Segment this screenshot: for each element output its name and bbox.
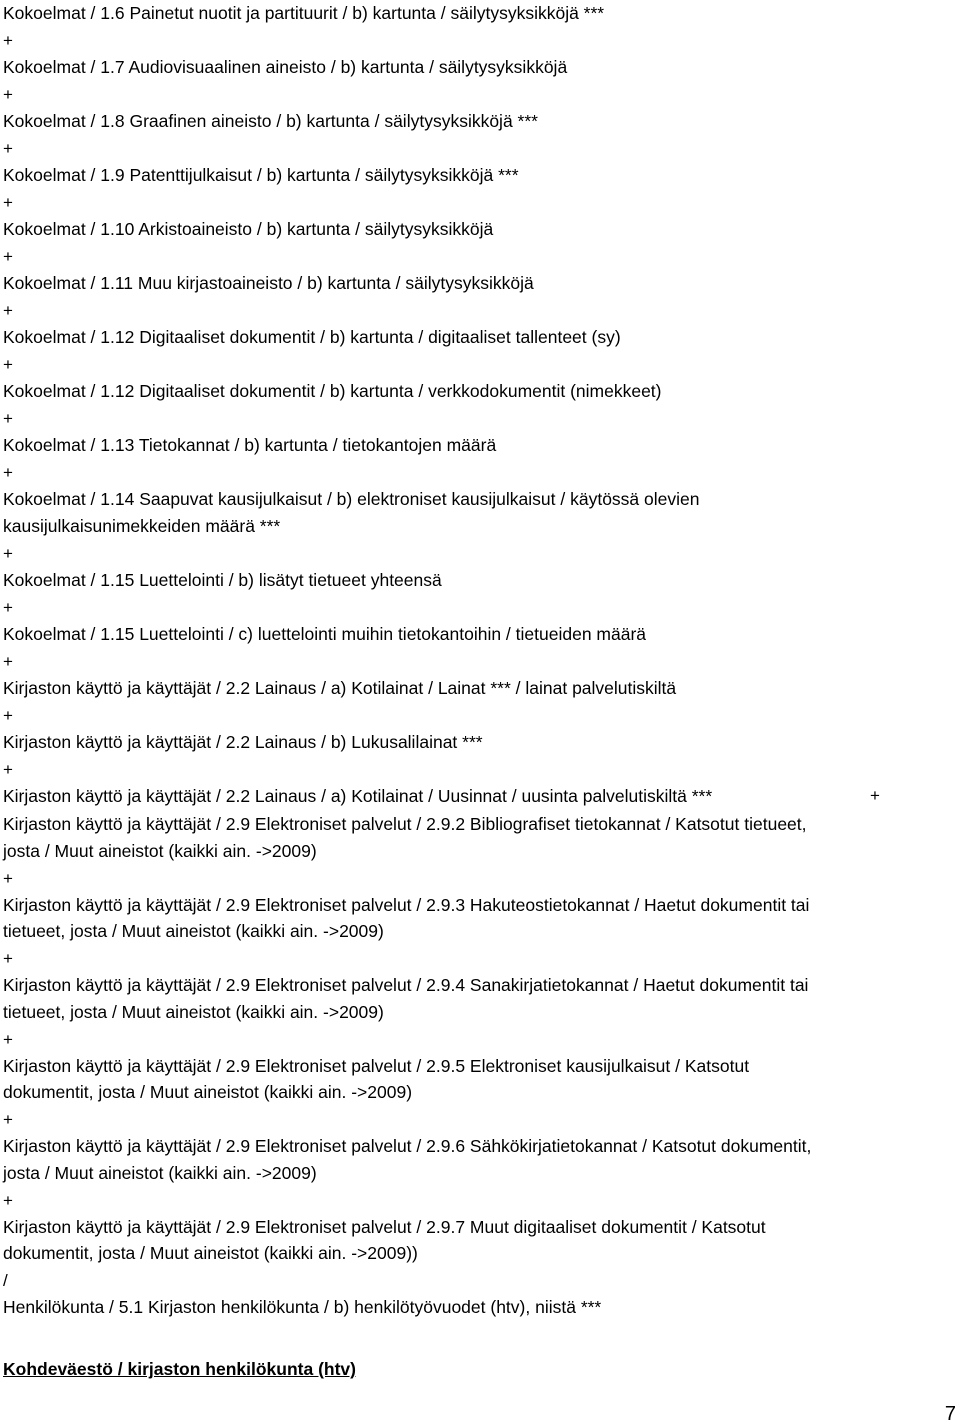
formula-line: Kirjaston käyttö ja käyttäjät / 2.9 Elektroniset palvelut / 2.9.3 Hakuteostietokannat / Haetut dokumentit tai [3, 894, 810, 915]
formula-line: Kokoelmat / 1.6 Painetut nuotit ja partituurit / b) kartunta / säilytysyksikköjä *** [3, 3, 605, 23]
operator-plus: + [3, 355, 13, 374]
formula-line: Kokoelmat / 1.15 Luettelointi / c) luettelointi muihin tietokantoihin / tietueiden määrä [3, 623, 647, 644]
operator-plus: + [3, 597, 13, 617]
operator-plus: + [3, 409, 13, 428]
formula-line: Kirjaston käyttö ja käyttäjät / 2.9 Elektroniset palvelut / 2.9.5 Elektroniset kausijulkaisut / Katsotut [3, 1055, 750, 1076]
formula-line: Kokoelmat / 1.14 Saapuvat kausijulkaisut / b) elektroniset kausijulkaisut / käytössä olevien [3, 489, 700, 509]
formula-line: Kirjaston käyttö ja käyttäjät / 2.9 Elektroniset palvelut / 2.9.6 Sähkökirjatietokannat / Katsotut dokumentit, [3, 1136, 812, 1156]
formula-line: Kokoelmat / 1.11 Muu kirjastoaineisto / b) kartunta / säilytysyksikköjä [3, 273, 534, 293]
formula-line: Kokoelmat / 1.13 Tietokannat / b) kartunta / tietokantojen määrä [3, 435, 497, 455]
operator-plus: + [3, 868, 13, 888]
formula-line: Kokoelmat / 1.7 Audiovisuaalinen aineisto / b) kartunta / säilytysyksikköjä [3, 57, 568, 77]
formula-line: tietueet, josta / Muut aineistot (kaikki ain. ->2009) [3, 921, 384, 941]
formula-line: kausijulkaisunimekkeiden määrä *** [3, 515, 281, 536]
operator-plus: + [3, 247, 13, 266]
operator-divide: / [3, 1271, 8, 1290]
operator-plus: + [3, 1029, 13, 1049]
page-number: 7 [944, 1403, 956, 1425]
formula-line: josta / Muut aineistot (kaikki ain. ->2009) [3, 840, 317, 861]
formula-line: Kokoelmat / 1.12 Digitaaliset dokumentit / b) kartunta / verkkodokumentit (nimekkeet) [3, 381, 662, 401]
formula-line: Kirjaston käyttö ja käyttäjät / 2.9 Elektroniset palvelut / 2.9.2 Bibliografiset tietokannat / Katsotut tietueet, [3, 814, 807, 834]
formula-line: Henkilökunta / 5.1 Kirjaston henkilökunta / b) henkilötyövuodet (htv), niistä *** [3, 1297, 602, 1317]
formula-line: Kokoelmat / 1.9 Patenttijulkaisut / b) kartunta / säilytysyksikköjä *** [3, 165, 519, 185]
formula-line: josta / Muut aineistot (kaikki ain. ->2009) [3, 1162, 317, 1183]
formula-line: Kirjaston käyttö ja käyttäjät / 2.2 Lainaus / b) Lukusalilainat *** [3, 731, 483, 752]
operator-plus: + [3, 949, 13, 968]
operator-plus: + [3, 463, 13, 482]
section-heading: Kohdeväestö / kirjaston henkilökunta (htv) [3, 1359, 356, 1379]
formula-line: dokumentit, josta / Muut aineistot (kaikki ain. ->2009)) [3, 1243, 418, 1263]
operator-plus: + [3, 301, 13, 320]
formula-line: Kirjaston käyttö ja käyttäjät / 2.2 Lainaus / a) Kotilainat / Lainat *** / lainat palvelutiskiltä [3, 677, 677, 698]
formula-line: Kokoelmat / 1.12 Digitaaliset dokumentit / b) kartunta / digitaaliset tallenteet (sy) [3, 327, 621, 347]
operator-plus: + [3, 759, 13, 779]
formula-line: Kirjaston käyttö ja käyttäjät / 2.9 Elektroniset palvelut / 2.9.4 Sanakirjatietokannat / Haetut dokumentit tai [3, 975, 809, 995]
formula-line: Kirjaston käyttö ja käyttäjät / 2.2 Lainaus / a) Kotilainat / Uusinnat / uusinta palvelutiskiltä *** [3, 785, 713, 806]
formula-line: tietueet, josta / Muut aineistot (kaikki ain. ->2009) [3, 1001, 384, 1022]
operator-plus: + [3, 139, 13, 158]
operator-plus: + [3, 85, 13, 104]
operator-plus: + [3, 193, 13, 212]
operator-plus: + [3, 1190, 13, 1210]
formula-line: Kokoelmat / 1.15 Luettelointi / b) lisätyt tietueet yhteensä [3, 569, 442, 590]
operator-plus: + [3, 543, 13, 563]
formula-line: Kirjaston käyttö ja käyttäjät / 2.9 Elektroniset palvelut / 2.9.7 Muut digitaaliset dokumentit / Katsotut [3, 1216, 766, 1237]
operator-plus: + [870, 785, 880, 805]
formula-line: dokumentit, josta / Muut aineistot (kaikki ain. ->2009) [3, 1082, 413, 1102]
formula-line: Kokoelmat / 1.8 Graafinen aineisto / b) kartunta / säilytysyksikköjä *** [3, 111, 538, 131]
operator-plus: + [3, 705, 13, 725]
operator-plus: + [3, 1110, 13, 1129]
operator-plus: + [3, 651, 13, 671]
formula-line: Kokoelmat / 1.10 Arkistoaineisto / b) kartunta / säilytysyksikköjä [3, 219, 494, 239]
operator-plus: + [3, 31, 13, 50]
